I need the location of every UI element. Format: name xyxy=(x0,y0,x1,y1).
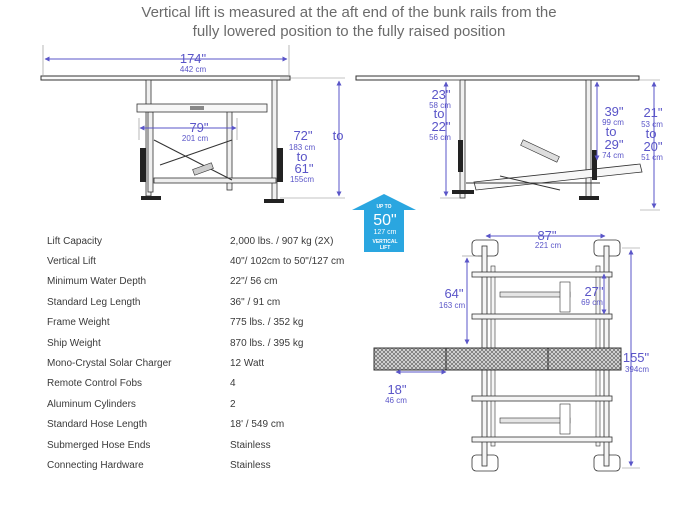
spec-row xyxy=(47,415,344,435)
spec-value: 18' / 549 cm xyxy=(230,419,285,431)
specs-table xyxy=(47,231,344,476)
spec-value: 36" / 91 cm xyxy=(230,296,281,308)
top-rail xyxy=(41,76,290,80)
dimension-label: 61" xyxy=(294,161,314,176)
dimension-label: 394cm xyxy=(624,365,650,374)
spec-row xyxy=(47,333,344,353)
top-rail xyxy=(356,76,639,80)
badge-caption: VERTICAL xyxy=(372,239,398,245)
dimension-label: 29" xyxy=(604,137,624,152)
caption-line-1: Vertical lift is measured at the aft end of the bunk rails from the xyxy=(141,4,557,21)
dimension-label: 442 cm xyxy=(179,65,207,74)
dimension-label: 201 cm xyxy=(181,134,209,143)
spec-value: 4 xyxy=(230,378,236,390)
dimension-label: to xyxy=(645,126,657,141)
dimension-label: 27" xyxy=(584,284,604,299)
dimension-label: 46 cm xyxy=(385,396,407,405)
spec-label: Standard Hose Length xyxy=(47,419,148,431)
spec-row xyxy=(47,231,344,251)
dimension-label: 22" xyxy=(431,119,451,134)
spec-label: Submerged Hose Ends xyxy=(47,439,151,451)
dimension-label: 56 cm xyxy=(429,133,451,142)
badge-caption: LIFT xyxy=(379,245,391,251)
dimension-label: 69 cm xyxy=(581,298,603,307)
spec-label: Aluminum Cylinders xyxy=(47,398,136,410)
dimension-label: 155" xyxy=(622,350,650,365)
badge-value-cm: 127 cm xyxy=(373,229,397,236)
dimension-label: 163 cm xyxy=(438,301,466,310)
top-view xyxy=(374,228,650,471)
dimension-label: 39" xyxy=(604,104,624,119)
spec-row xyxy=(47,394,344,414)
dimension-label: 221 cm xyxy=(534,241,562,250)
dimension-label: 21" xyxy=(643,105,663,120)
dimension-label: 99 cm xyxy=(602,118,624,127)
caption-line-2: fully lowered position to the fully raised position xyxy=(192,23,506,40)
dimension-label: 79" xyxy=(189,120,209,135)
spec-label: Connecting Hardware xyxy=(47,459,144,471)
spec-label: Lift Capacity xyxy=(47,235,103,247)
spec-label: Standard Leg Length xyxy=(47,296,141,308)
spec-label: Ship Weight xyxy=(47,337,101,349)
dimension-label: 174" xyxy=(179,51,207,66)
dimension-label: 23" xyxy=(431,87,451,102)
solar-panel xyxy=(374,348,621,370)
spec-label: Remote Control Fobs xyxy=(47,378,143,390)
spec-row xyxy=(47,435,344,455)
spec-value: 22"/ 56 cm xyxy=(230,276,278,288)
spec-value: 2,000 lbs. / 907 kg (2X) xyxy=(230,235,334,247)
spec-label: Vertical Lift xyxy=(47,256,96,268)
spec-label: Frame Weight xyxy=(47,317,110,329)
side-view xyxy=(41,45,345,203)
dimension-label: 51 cm xyxy=(641,153,663,162)
dimension-label: 74 cm xyxy=(602,151,624,160)
spec-row xyxy=(47,313,344,333)
dimension-label: to xyxy=(433,106,445,121)
spec-row xyxy=(47,374,344,394)
dimension-label: 58 cm xyxy=(429,101,451,110)
spec-label: Mono-Crystal Solar Charger xyxy=(47,358,172,370)
spec-row xyxy=(47,455,344,475)
badge-up-to: UP TO xyxy=(376,204,392,210)
spec-row xyxy=(47,292,344,312)
dimension-label: 20" xyxy=(643,139,663,154)
spec-value: 2 xyxy=(230,398,236,410)
dimension-label: 155cm xyxy=(289,175,315,184)
spec-row xyxy=(47,251,344,271)
raised-view xyxy=(356,76,663,210)
between-views-label: to xyxy=(332,128,344,143)
spec-value: 12 Watt xyxy=(230,358,265,370)
vertical-lift-badge xyxy=(352,194,416,252)
spec-value: 870 lbs. / 395 kg xyxy=(230,337,304,349)
dimension-label: 87" xyxy=(537,228,557,243)
spec-row xyxy=(47,353,344,373)
dimension-label: to xyxy=(296,149,308,164)
spec-label: Minimum Water Depth xyxy=(47,276,147,288)
spec-value: Stainless xyxy=(230,439,271,451)
spec-value: 775 lbs. / 352 kg xyxy=(230,317,304,329)
badge-value: 50" xyxy=(373,212,397,229)
dimension-label: 64" xyxy=(444,286,464,301)
spec-value: Stainless xyxy=(230,459,271,471)
dimension-label: 183 cm xyxy=(288,143,316,152)
dimension-label: 18" xyxy=(387,382,407,397)
spec-row xyxy=(47,272,344,292)
spec-value: 40"/ 102cm to 50"/127 cm xyxy=(230,256,345,268)
dimension-label: 53 cm xyxy=(641,120,663,129)
dimension-label: to xyxy=(605,124,617,139)
dimension-label: 72" xyxy=(293,128,313,143)
